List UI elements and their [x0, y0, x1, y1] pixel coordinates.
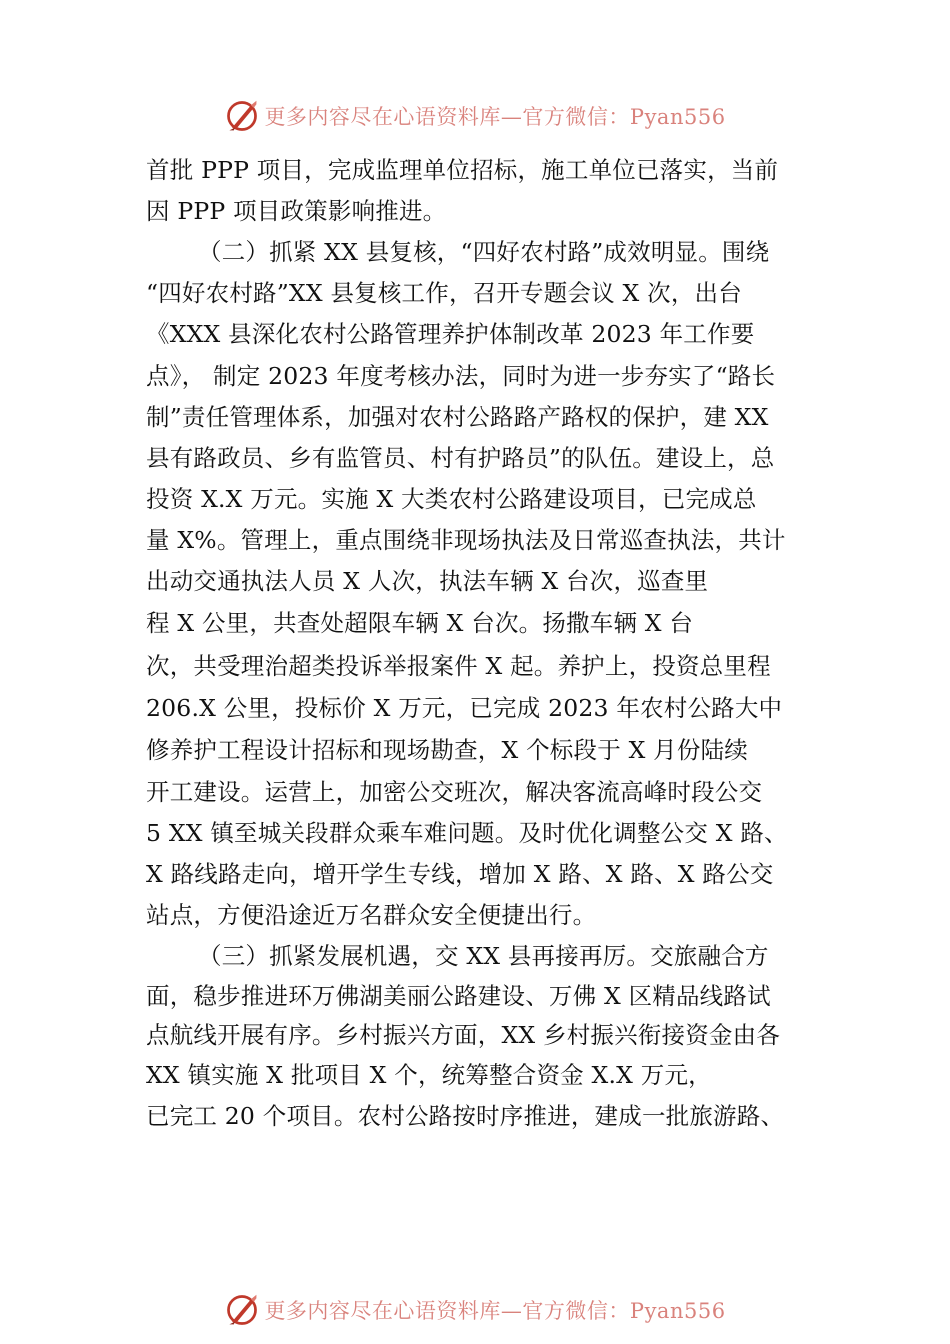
text-line: 已完工 20 个项目。农村公路按时序推进，建成一批旅游路、: [146, 1102, 785, 1130]
text-line: XX 镇实施 X 批项目 X 个，统筹整合资金 X.X 万元，: [146, 1061, 712, 1089]
text-line: 首批 PPP 项目，完成监理单位招标，施工单位已落实，当前: [146, 156, 779, 184]
text-line: 次，共受理治超类投诉举报案件 X 起。养护上，投资总里程: [146, 652, 771, 680]
text-line: 出动交通执法人员 X 人次，执法车辆 X 台次，巡查里: [146, 567, 709, 595]
header-watermark: [0, 96, 950, 136]
text-line: 面，稳步推进环万佛湖美丽公路建设、万佛 X 区精品线路试: [146, 982, 771, 1010]
text-line: 5 XX 镇至城关段群众乘车难问题。及时优化调整公交 X 路、: [146, 819, 788, 847]
text-line: 程 X 公里，共查处超限车辆 X 台次。扬撒车辆 X 台: [146, 609, 694, 637]
text-line: 因 PPP 项目政策影响推进。: [146, 197, 447, 225]
text-line: 量 X%。管理上，重点围绕非现场执法及日常巡查执法，共计: [146, 526, 786, 554]
text-line: 点航线开展有序。乡村振兴方面，XX 乡村振兴衔接资金由各: [146, 1021, 781, 1049]
text-line: 县有路政员、乡有监管员、村有护路员”的队伍。建设上，总: [146, 444, 775, 472]
quill-pen-logo-icon: [224, 1292, 260, 1328]
text-line: 投资 X.X 万元。实施 X 大类农村公路建设项目，已完成总: [146, 485, 757, 513]
text-line: 修养护工程设计招标和现场勘查，X 个标段于 X 月份陆续: [146, 736, 748, 764]
section-heading-line: （二）抓紧 XX 县复核，“四好农村路”成效明显。围绕: [198, 238, 770, 266]
text-line: “四好农村路”XX 县复核工作，召开专题会议 X 次，出台: [146, 279, 742, 307]
text-line: 制”责任管理体系，加强对农村公路路产路权的保护，建 XX: [146, 403, 769, 431]
text-line: X 路线路走向，增开学生专线，增加 X 路、X 路、X 路公交: [146, 860, 774, 888]
text-line: 点》， 制定 2023 年度考核办法，同时为进一步夯实了“路长: [146, 362, 776, 390]
watermark-text: 更多内容尽在心语资料库—官方微信：Pyan556: [264, 105, 726, 129]
quill-pen-logo-icon: [224, 98, 260, 134]
text-line: 开工建设。运营上，加密公交班次，解决客流高峰时段公交: [146, 778, 763, 806]
footer-watermark: [0, 1290, 950, 1330]
text-line: 206.X 公里，投标价 X 万元，已完成 2023 年农村公路大中: [146, 694, 783, 722]
section-heading-line: （三）抓紧发展机遇，交 XX 县再接再厉。交旅融合方: [198, 942, 769, 970]
watermark-text: 更多内容尽在心语资料库—官方微信：Pyan556: [264, 1299, 726, 1323]
text-line: 《XXX 县深化农村公路管理养护体制改革 2023 年工作要: [146, 320, 755, 348]
text-line: 站点，方便沿途近万名群众安全便捷出行。: [146, 901, 597, 929]
